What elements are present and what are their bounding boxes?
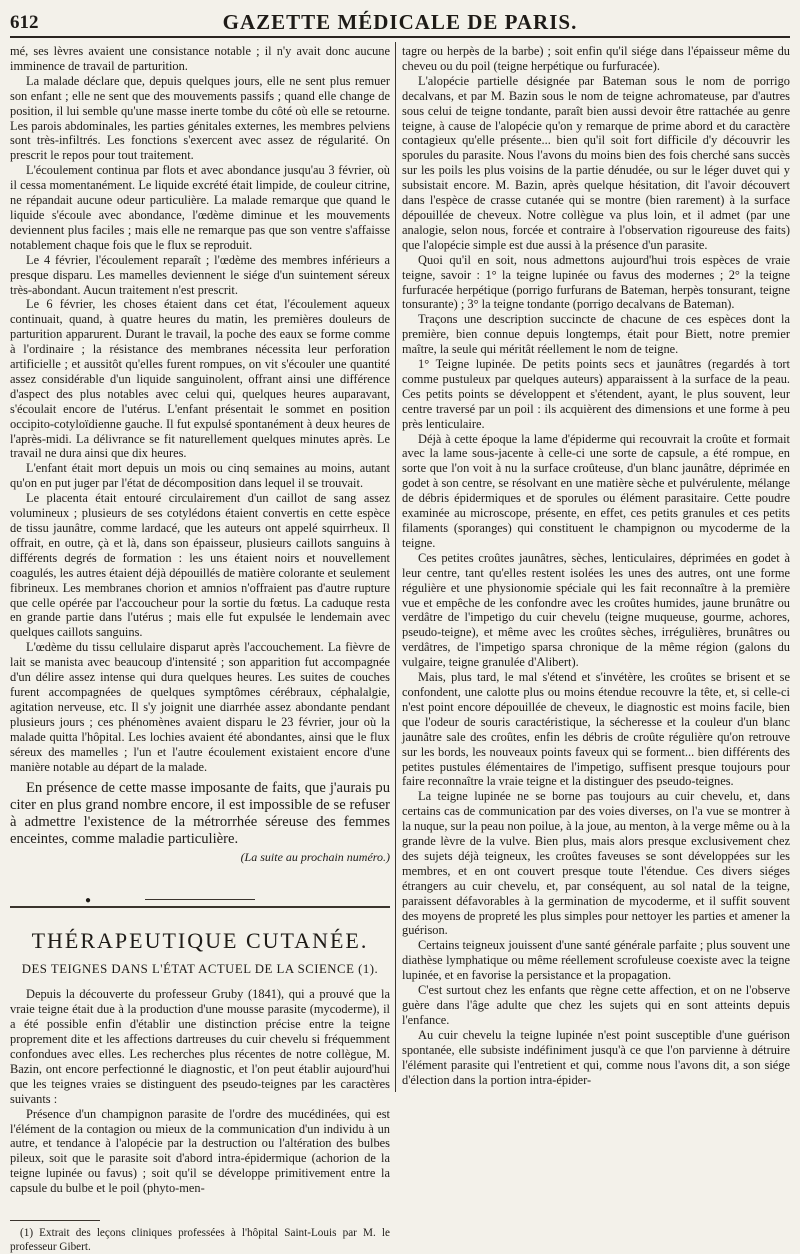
paragraph: C'est surtout chez les enfants que règne cette affection, et on ne l'observe guère dans l'âge adulte que chez les sujets qui en sont atteints depuis l'enfance.: [402, 983, 790, 1027]
paragraph: tagre ou herpès de la barbe) ; soit enfin qu'il siége dans l'épaisseur même du cheveu ou du poil (teigne herpétique ou furfuracée).: [402, 44, 790, 73]
section-rule: [10, 906, 390, 908]
right-column: [402, 44, 790, 1087]
paragraph: L'écoulement continua par flots et avec abondance jusqu'au 3 février, où il cessa momentanément. Le liquide excrété était limpide, de couleur citrine, ne répandait aucune odeur particulière. La malade remarque que quand le liquide s'écoule avec abondance, l'œdème diminue et les mouvements deviennent plus faciles ; mais elle ne remarque pas que son ventre s'affaisse notablement chaque fois que le flux se reproduit.: [10, 163, 390, 252]
paragraph: Au cuir chevelu la teigne lupinée n'est point susceptible d'une guérison spontanée, elle subsiste indéfiniment jusqu'à ce que l'on parvienne à détruire l'élément parasite qui l'entretient et qui, comme nous l'avons dit, a son siége d'élection dans la portion intra-épider-: [402, 1027, 790, 1087]
paragraph: La malade déclare que, depuis quelques jours, elle ne sent plus remuer son enfant ; elle ne sent que des mouvements passifs ; quand elle change de position, il lui semble qu'une masse inerte tombe du côté où elle se retourne. Les parois abdominales, les parties génitales externes, les membres pelviens sont très-infiltrés. Les fonctions s'exercent avec assez de régularité. On prescrit le repos pour tout traitement.: [10, 73, 390, 163]
paragraph: La teigne lupinée ne se borne pas toujours au cuir chevelu, et, dans certains cas de communication par des voies diverses, on l'a vue se montrer à la nuque, sur la peau non poilue, à la joue, au menton, à la verge même ou à la grande lèvre de la vulve. Bien plus, mais alors presque exclusivement chez des sujets déjà teigneux, les croûtes faveuses se sont développées sur les membres, et en ont couvert presque toute l'étendue. Ces divers siéges étrangers au cuir chevelu, et, par conséquent, au sol natal de la teigne, paraissent défavorables à la germination de mycoderme, et il suffit souvent des moyens de propreté les plus simples pour nettoyer les parties et amener la guérison.: [402, 789, 790, 938]
bullet-mark: ●: [85, 895, 92, 907]
left-column: [10, 44, 390, 1253]
section-title: THÉRAPEUTIQUE CUTANÉE.: [31, 928, 369, 954]
footnote: (1) Extrait des leçons cliniques professées à l'hôpital Saint-Louis par M. le professeur Gibert.: [10, 1227, 390, 1253]
short-rule: [85, 895, 255, 907]
paragraph: L'alopécie partielle désignée par Bateman sous le nom de porrigo decalvans, et par M. Bazin sous le nom de teigne achromateuse, par d'autres sous celui de teigne tondante, paraît bien aussi devoir être rattachée au genre teigne, à cause de l'alopécie qu'on y remarque de prime abord et du caractère contagieux qu'elle présente... bien qu'il soit fort difficile d'y découvrir les sporules du parasite. Nous l'avons du moins bien des fois cherché sans succès sur les poils les plus voisins de la partie dénudée, ou sur le léger duvet qui y subsistait encore. M. Bazin, après quelque hésitation, dit l'avoir découvert dans l'espèce de crasse cutanée qui se montre (bien rarement) à la surface dépouillée de cheveux. Notre collègue va plus loin, et il admet (par une analogie, selon nous, forcée et contraire à l'observation rigoureuse des faits) que l'alopécie simple est due aussi à la présence d'un parasite.: [402, 73, 790, 252]
journal-title: GAZETTE MÉDICALE DE PARIS.: [222, 10, 578, 34]
article-title: DES TEIGNES DANS L'ÉTAT ACTUEL DE LA SCIENCE (1).: [21, 962, 379, 977]
page-number: 612: [10, 12, 39, 33]
paragraph: Depuis la découverte du professeur Gruby (1841), qui a prouvé que la vraie teigne était due à la production d'une mousse parasite (mycoderme), il a été possible enfin d'établir une distinction précise entre la teigne proprement dite et les affections dartreuses du cuir chevelu si fréquemment confondues avec elles. Les recherches plus récentes de notre collègue, M. Bazin, ont encore perfectionné le diagnostic, et l'on peut établir aujourd'hui que les teignes vraies se distinguent des pseudo-teignes par les caractères suivants :: [10, 987, 390, 1106]
paragraph: Présence d'un champignon parasite de l'ordre des mucédinées, qui est l'élément de la contagion ou mieux de la communication d'un individu à un autre, et tendance à l'alopécie par la destruction ou l'altération des bulbes pileux, soit que le parasite soit d'abord intra-épidermique (achorion de la teigne lupinée ou favus) ; soit qu'il se développe primitivement entre la capsule du bulbe et le poil (phyto-men-: [10, 1106, 390, 1196]
conclusion-paragraph: En présence de cette masse imposante de faits, que j'aurais pu citer en plus grand nombre encore, il est impossible de se refuser à admettre l'existence de la métrorrhée séreuse des femmes enceintes, comme maladie particulière.: [10, 780, 390, 848]
paragraph: L'œdème du tissu cellulaire disparut après l'accouchement. La fièvre de lait se manista avec beaucoup d'intensité ; son apparition fut accompagnée d'un délire assez intense qui dura quelques heures. Les suites de couches furent accompagnées de quelques symptômes cérébraux, céphalalgie, agitation nerveuse, etc. Il s'y joignit une diarrhée assez abondante pendant plusieurs jours ; ces phénomènes avaient disparu le 23 février, jour où la malade quitta l'hôpital. Les lochies avaient été abondantes, ainsi que le flux séreux des mamelles ; l'un et l'autre écoulement existaient encore d'une manière notable au départ de la malade.: [10, 640, 390, 774]
page-header: [10, 10, 790, 38]
paragraph: Le 4 février, l'écoulement reparaît ; l'œdème des membres inférieurs a presque disparu. Les mamelles deviennent le siége d'un suintement séreux très-abondant. Aucun traitement n'est prescrit.: [10, 252, 390, 297]
paragraph: Le placenta était entouré circulairement d'un caillot de sang assez volumineux ; plusieurs de ses cotylédons étaient convertis en cette espèce de tissu jaunâtre, comme lardacé, que les auteurs ont appelé squirrheux. Il offrait, en outre, çà et là, dans son épaisseur, plusieurs caillots sanguins à différents degrés de formation : les uns étaient noirs et nouvellement coagulés, les autres étaient déjà dépouillés de matière colorante et seulement fibrineux. Les membranes chorion et amnios n'offraient pas d'autre rupture que celle opérée par l'accoucheur pour la sortie du fœtus. La caduque resta en grande partie dans l'utérus ; mais elle fut expulsée le lendemain avec quelques caillots sanguins.: [10, 491, 390, 640]
paragraph: Quoi qu'il en soit, nous admettons aujourd'hui trois espèces de vraie teigne, savoir : 1° la teigne lupinée ou favus des modernes ; 2° la teigne furfuracée herpétique (porrigo furfurans de Bateman, herpès tonsurant, teigne tonsurante) ; 3° la teigne tondante (porrigo decalvans de Bateman).: [402, 252, 790, 312]
paragraph: 1° Teigne lupinée. De petits points secs et jaunâtres (regardés à tort comme pustuleux par quelques auteurs) apparaissent à la surface de la peau. Ces petits points se développent et s'étendent, ayant, le plus souvent, leur centre traversé par un poil : ils acquièrent des dimensions et une forme à peu près lenticulaire.: [402, 357, 790, 431]
paragraph: Ces petites croûtes jaunâtres, sèches, lenticulaires, déprimées en godet à leur centre, tant qu'elles restent isolées les unes des autres, ont une forme régulière et une physionomie spéciale qui les fait reconnaître à la première vue et empêche de les confondre avec les croûtes humides, jaune brunâtre ou verdâtre de l'impetigo du cuir chevelu (teigne muqueuse, gourme, achores, pseudo-teigne), et même avec les croûtes sèches, irrégulières, brunâtres ou verdâtres, de l'impetigo sparsa chronique de la même région (galons du vulgaire, teigne granulée d'Alibert).: [402, 550, 790, 670]
paragraph: Mais, plus tard, le mal s'étend et s'invétère, les croûtes se brisent et se confondent, une calotte plus ou moins étendue recouvre la tête, et, si celle-ci n'est point encore dépouillée de cheveux, le diagnostic est moins facile, bien que l'odeur de souris caractéristique, la sécheresse et la couleur d'un blanc jaunâtre sale des croûtes, enfin les débris de croûte régulière qu'on retrouve sur les bords, les nouveaux points faveux qui se forment... bien différents des petites pustules élémentaires de l'impetigo, suffisent presque toujours pour faire reconnaître la vraie teigne et la distinguer des pseudo-teignes.: [402, 670, 790, 789]
column-divider: [395, 42, 396, 1092]
paragraph: L'enfant était mort depuis un mois ou cinq semaines au moins, autant qu'on en put juger par l'état de décomposition dans lequel il se trouvait.: [10, 461, 390, 491]
paragraph: Déjà à cette époque la lame d'épiderme qui recouvrait la croûte et formait avec la lame sous-jacente à celle-ci une sorte de capsule, a été rompue, en sorte que l'on voit à nu la surface croûteuse, d'un blanc jaunâtre, déprimée en godet à son centre, se résolvant en une matière sèche et pulvérulente, mélange de débris épidermiques et de sporules ou élément parasitaire. Cette poudre examinée au microscope, présente, en effet, ces petits granules et ces petits filaments (sporanges) qui constituent le champignon ou mycoderme de la teigne.: [402, 431, 790, 550]
paragraph: Le 6 février, les choses étaient dans cet état, l'écoulement aqueux continuait, quand, à quatre heures du matin, les premières douleurs de parturition apparurent. Durant le travail, la poche des eaux se forme comme à l'ordinaire ; la résistance des membranes nécessita leur perforation artificielle ; et aussitôt qu'elles furent rompues, on vit s'écouler une quantité assez considérable d'un liquide sanguinolent, offrant ainsi une différence d'aspect des plus notables avec celui qui, quelques heures auparavant, s'écoulait encore de l'utérus. L'enfant présentait le sommet en position occipito-cotyloïdienne gauche. Il fut expulsé spontanément à deux heures de l'après-midi. La délivrance se fit naturellement quelques minutes après. Le travail ne dura ainsi que dix heures.: [10, 297, 390, 461]
paragraph: Traçons une description succincte de chacune de ces espèces dont la première, bien connue depuis longtemps, était pour Biett, notre premier maître, la seule qui méritât réellement le nom de teigne.: [402, 312, 790, 357]
continuation-note: (La suite au prochain numéro.): [240, 850, 390, 865]
footnote-rule: [10, 1220, 100, 1221]
paragraph: Certains teigneux jouissent d'une santé générale parfaite ; plus souvent une diathèse lymphatique ou même réellement scrofuleuse coexiste avec la teigne lupinée, et en favorise la persistance et la propagation.: [402, 938, 790, 983]
paragraph: mé, ses lèvres avaient une consistance notable ; il n'y avait donc aucune imminence de travail de parturition.: [10, 44, 390, 73]
